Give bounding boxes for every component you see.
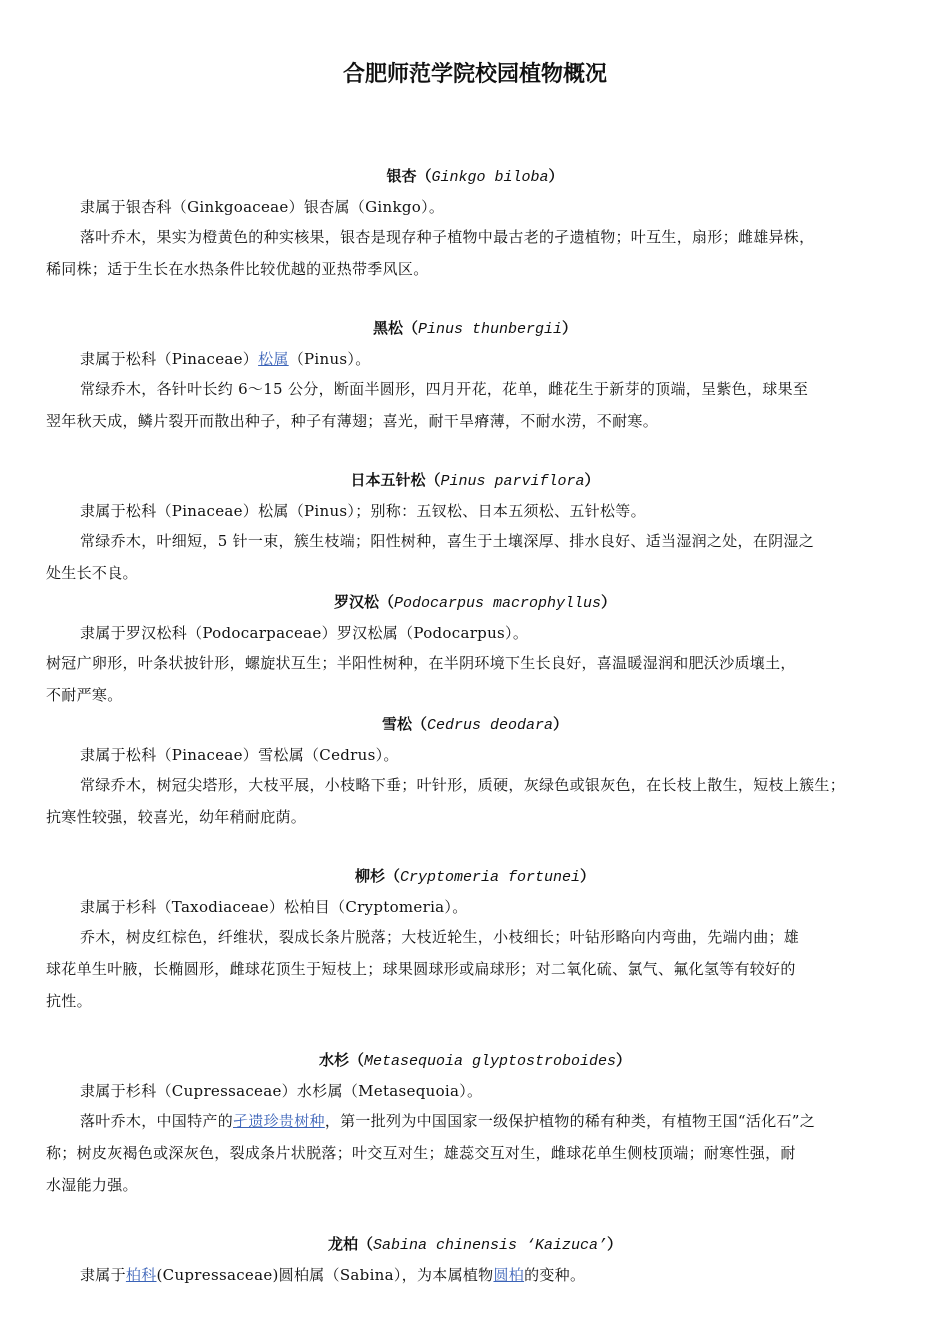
plant-desc-line: 水湿能力强。: [46, 1176, 138, 1194]
plant-name-cn: 黑松: [372, 319, 403, 337]
plant-name-cn: 龙柏: [327, 1235, 358, 1253]
family-text: 隶属于松科（Pinaceae）: [80, 350, 259, 368]
plant-desc-line: 常绿乔木，树冠尖塔形，大枝平展，小枝略下垂；叶针形，质硬，灰绿色或银灰色，在长枝上散生，短枝上簇生；: [80, 776, 846, 794]
plant-heading-cryptomeria: 柳杉（Cryptomeria fortunei）: [354, 867, 596, 886]
family-text: 隶属于: [80, 1266, 126, 1284]
plant-desc-line: 乔木，树皮红棕色，纤维状，裂成长条片脱落；大枝近轮生，小枝细长；叶钻形略向内弯曲，先端内曲；雄: [80, 928, 800, 946]
plant-desc-line: 处生长不良。: [46, 564, 138, 582]
desc-text: 落叶乔木，中国特产的: [80, 1112, 234, 1130]
plant-family-cedar: 隶属于松科（Pinaceae）雪松属（Cedrus）。: [80, 746, 399, 764]
plant-family-metasequoia: 隶属于杉科（Cupressaceae）水杉属（Metasequoia）。: [80, 1082, 483, 1100]
plant-desc-line: 落叶乔木，果实为橙黄色的种实核果，银杏是现存种子植物中最古老的孑遗植物；叶互生，扇形；雌雄异株，: [80, 228, 815, 246]
plant-name-latin: Podocarpus macrophyllus: [393, 595, 602, 612]
page-title: 合肥师范学院校园植物概况: [342, 62, 607, 87]
family-text: 的变种。: [524, 1266, 586, 1284]
plant-family-japanese-white-pine: 隶属于松科（Pinaceae）松属（Pinus）；别称：五钗松、日本五须松、五针松等。: [80, 502, 646, 520]
plant-name-cn: 银杏: [386, 167, 417, 185]
plant-desc-line: 常绿乔木，叶细短，5 针一束，簇生枝端；阳性树种，喜生于土壤深厚、排水良好、适当湿润之处，在阴湿之: [80, 532, 815, 550]
plant-desc-line: 称；树皮灰褐色或深灰色，裂成条片状脱落；叶交互对生；雄蕊交互对生，雌球花单生侧枝顶端；耐寒性强，耐: [46, 1144, 796, 1162]
family-text: （Pinus）。: [288, 350, 371, 368]
desc-text: ，第一批列为中国国家一级保护植物的稀有种类，有植物王国“活化石”之: [324, 1112, 816, 1130]
plant-heading-kaizuka: 龙柏（Sabina chinensis ‘Kaizuca’）: [327, 1235, 623, 1254]
plant-desc-line: 稀同株；适于生长在水热条件比较优越的亚热带季风区。: [46, 260, 429, 278]
plant-heading-ginkgo: 银杏（Ginkgo biloba）: [386, 167, 564, 186]
plant-family-kaizuka: [80, 1264, 585, 1286]
plant-heading-japanese-white-pine: 日本五针松（Pinus parviflora）: [350, 471, 600, 490]
plant-name-latin: Cryptomeria fortunei: [399, 869, 581, 886]
plant-name-cn: 雪松: [381, 715, 412, 733]
relict-species-link[interactable]: 孑遗珍贵树种: [233, 1112, 325, 1130]
plant-desc-line: 翌年秋天成，鳞片裂开而散出种子，种子有薄翅；喜光，耐干旱瘠薄，不耐水涝，不耐寒。: [46, 412, 659, 430]
plant-desc-line: 球花单生叶腋，长椭圆形，雌球花顶生于短枝上；球果圆球形或扁球形；对二氧化硫、氯气、氟化氢等有较好的: [46, 960, 796, 978]
plant-family-podocarpus: 隶属于罗汉松科（Podocarpaceae）罗汉松属（Podocarpus）。: [80, 624, 529, 642]
plant-family-black-pine: [80, 348, 371, 370]
plant-desc-line: 树冠广卵形，叶条状披针形，螺旋状互生；半阳性树种，在半阴环境下生长良好，喜温暖湿润和肥沃沙质壤土，: [46, 654, 796, 672]
plant-heading-podocarpus: 罗汉松（Podocarpus macrophyllus）: [333, 593, 617, 612]
plant-heading-metasequoia: 水杉（Metasequoia glyptostroboides）: [318, 1051, 632, 1070]
species-link-sabina[interactable]: 圆柏: [493, 1266, 525, 1284]
plant-name-cn: 柳杉: [354, 867, 385, 885]
plant-name-latin: Ginkgo biloba: [431, 169, 549, 186]
plant-name-latin: Pinus parviflora: [440, 473, 585, 490]
plant-name-latin: Sabina chinensis ‘Kaizuca’: [372, 1237, 608, 1254]
plant-desc-line: [80, 1110, 815, 1132]
plant-desc-line: 抗性。: [46, 992, 92, 1010]
family-text: (Cupressaceae)圆柏属（Sabina），为本属植物: [156, 1266, 494, 1284]
plant-heading-black-pine: 黑松（Pinus thunbergii）: [372, 319, 578, 338]
plant-name-latin: Cedrus deodara: [426, 717, 554, 734]
genus-link-pinus[interactable]: 松属: [258, 350, 289, 368]
plant-name-cn: 罗汉松: [333, 593, 379, 611]
family-link-cupressaceae[interactable]: 柏科: [125, 1266, 157, 1284]
plant-name-latin: Metasequoia glyptostroboides: [363, 1053, 617, 1070]
plant-family-cryptomeria: 隶属于杉科（Taxodiaceae）松柏目（Cryptomeria）。: [80, 898, 468, 916]
plant-desc-line: 不耐严寒。: [46, 686, 123, 704]
plant-name-cn: 水杉: [318, 1051, 349, 1069]
plant-heading-cedar: 雪松（Cedrus deodara）: [381, 715, 569, 734]
plant-desc-line: 抗寒性较强，较喜光，幼年稍耐庇荫。: [46, 808, 307, 826]
plant-family-ginkgo: 隶属于银杏科（Ginkgoaceae）银杏属（Ginkgo）。: [80, 198, 445, 216]
plant-desc-line: 常绿乔木，各针叶长约 6～15 公分，断面半圆形，四月开花，花单，雌花生于新芽的顶端，呈紫色，球果至: [80, 380, 809, 398]
plant-name-latin: Pinus thunbergii: [417, 321, 563, 338]
plant-name-cn: 日本五针松: [350, 471, 426, 489]
